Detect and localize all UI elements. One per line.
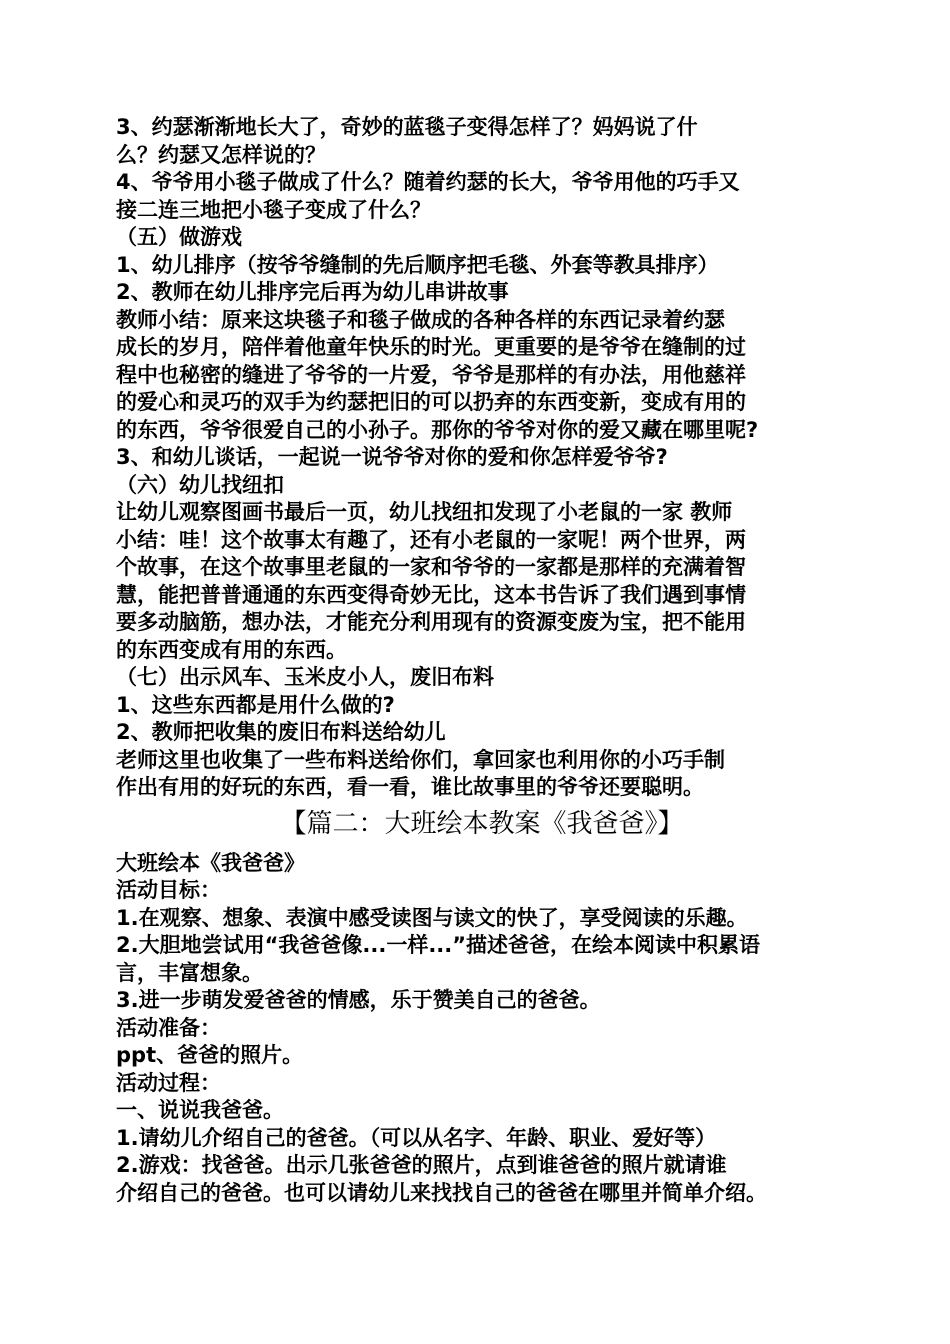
label-preparation: 活动准备： xyxy=(116,1015,221,1040)
text-line: 教师小结：原来这块毯子和毯子做成的各种各样的东西记录着约瑟 xyxy=(116,307,725,332)
section-2-heading: 【篇二：大班绘本教案《我爸爸》】 xyxy=(280,808,684,839)
text-line: 2、教师在幼儿排序完后再为幼儿串讲故事 xyxy=(116,280,509,304)
text-line: 接二连三地把小毯子变成了什么？ xyxy=(116,197,431,222)
document-body xyxy=(116,114,854,1207)
text-line: 个故事，在这个故事里老鼠的一家和爷爷的一家都是那样的充满着智 xyxy=(116,555,746,579)
text-line: 慧，能把普普通通的东西变得奇妙无比，这本书告诉了我们遇到事情 xyxy=(116,582,746,607)
text-line: 要多动脑筋，想办法，才能充分利用现有的资源变废为宝，把不能用 xyxy=(116,610,746,634)
section-1-text xyxy=(116,114,854,802)
text-line: 成长的岁月，陪伴着他童年快乐的时光。更重要的是爷爷在缝制的过 xyxy=(116,335,746,359)
text-line: 言，丰富想象。 xyxy=(116,960,263,985)
text-line: 3.进一步萌发爱爸爸的情感，乐于赞美自己的爸爸。 xyxy=(116,988,601,1012)
text-line: 2.大胆地尝试用“我爸爸像...一样...”描述爸爸，在绘本阅读中积累语 xyxy=(116,933,761,957)
text-line: 让幼儿观察图画书最后一页，幼儿找纽扣发现了小老鼠的一家 教师 xyxy=(116,500,733,524)
text-line: 2、教师把收集的废旧布料送给幼儿 xyxy=(116,720,446,744)
text-line: 3、和幼儿谈话，一起说一说爷爷对你的爱和你怎样爱爷爷? xyxy=(116,445,668,469)
subheading-show-items: （七）出示风车、玉米皮小人，废旧布料 xyxy=(116,665,494,689)
text-line: 作出有用的好玩的东西，看一看，谁比故事里的爷爷还要聪明。 xyxy=(116,775,704,799)
section-2-text xyxy=(116,850,854,1208)
text-line: 1、这些东西都是用什么做的? xyxy=(116,692,395,717)
text-line: 4、爷爷用小毯子做成了什么？随着约瑟的长大，爷爷用他的巧手又 xyxy=(116,170,740,194)
text-line: ppt、爸爸的照片。 xyxy=(116,1043,304,1067)
label-process: 活动过程： xyxy=(116,1070,221,1095)
text-line: 1.在观察、想象、表演中感受读图与读文的快了，享受阅读的乐趣。 xyxy=(116,905,748,930)
text-line: 程中也秘密的缝进了爷爷的一片爱，爷爷是那样的有办法，用他慈祥 xyxy=(116,362,746,387)
text-line: 2.游戏：找爸爸。出示几张爸爸的照片，点到谁爸爸的照片就请谁 xyxy=(116,1153,727,1177)
text-line: 1、幼儿排序（按爷爷缝制的先后顺序把毛毯、外套等教具排序） xyxy=(116,252,719,277)
text-line: 小结：哇！这个故事太有趣了，还有小老鼠的一家呢！两个世界，两 xyxy=(116,527,746,552)
text-line: 老师这里也收集了一些布料送给你们，拿回家也利用你的小巧手制 xyxy=(116,747,725,772)
subheading-find-button: （六）幼儿找纽扣 xyxy=(116,472,284,497)
label-objectives: 活动目标： xyxy=(116,878,221,902)
text-line: 1.请幼儿介绍自己的爸爸。（可以从名字、年龄、职业、爱好等） xyxy=(116,1125,717,1150)
text-line: 么？约瑟又怎样说的？ xyxy=(116,142,326,167)
lesson-title: 大班绘本《我爸爸》 xyxy=(116,850,305,875)
subheading-game: （五）做游戏 xyxy=(116,225,242,249)
text-line: 的东西，爷爷很爱自己的小孙子。那你的爷爷对你的爱又藏在哪里呢? xyxy=(116,417,759,442)
text-line: 的爱心和灵巧的双手为约瑟把旧的可以扔弃的东西变新，变成有用的 xyxy=(116,390,746,414)
text-line: 的东西变成有用的东西。 xyxy=(116,637,347,662)
text-line: 3、约瑟渐渐地长大了，奇妙的蓝毯子变得怎样了？妈妈说了什 xyxy=(116,115,698,139)
text-line: 一、说说我爸爸。 xyxy=(116,1098,284,1122)
text-line: 介绍自己的爸爸。也可以请幼儿来找找自己的爸爸在哪里并简单介绍。 xyxy=(116,1180,767,1205)
